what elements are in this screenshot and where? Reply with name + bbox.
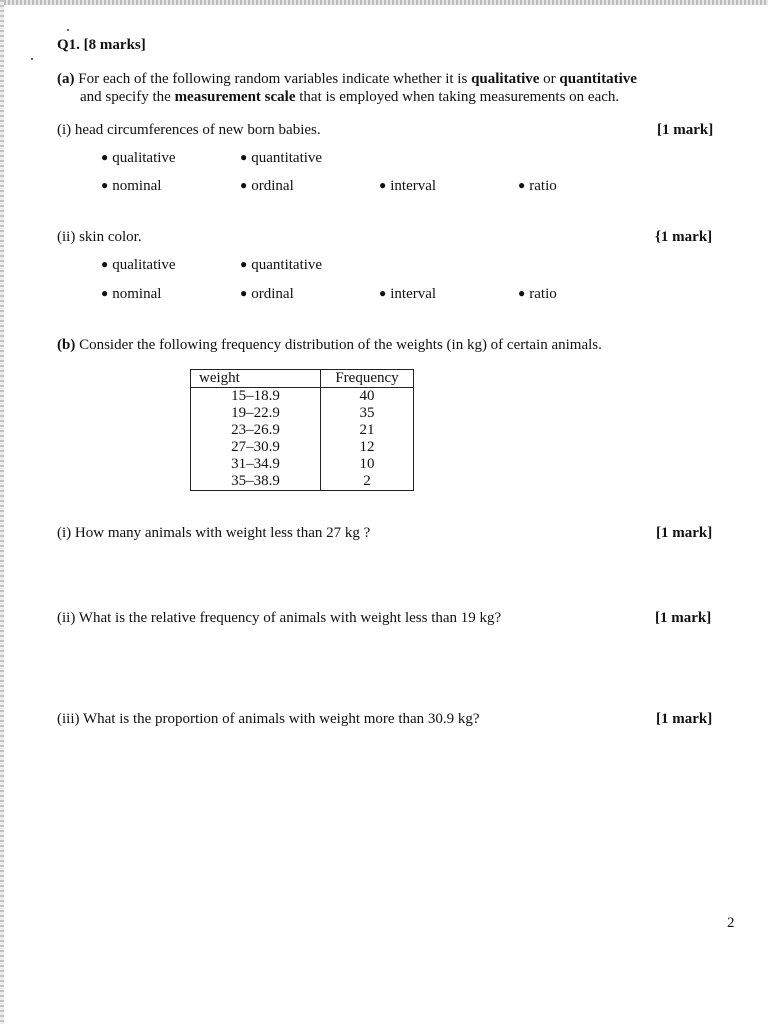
part-a-intro-line2 (80, 89, 619, 106)
table-header-row (191, 370, 414, 388)
table-row (191, 439, 414, 456)
table-cell-weight: 23–26.9 (191, 422, 321, 439)
option-label: interval (390, 286, 437, 302)
table-row (191, 456, 414, 473)
option-label: ordinal (251, 178, 294, 194)
part-b-question-3: (iii) What is the proportion of animals with weight more than 30.9 kg? (57, 711, 480, 727)
table-header-weight: weight (191, 370, 321, 388)
part-b-question-1: (i) How many animals with weight less than 27 kg ? (57, 525, 371, 541)
table-cell-frequency: 35 (321, 405, 414, 422)
part-a-line1-text: For each of the following random variables indicate whether it is (78, 71, 472, 87)
scan-border-left (0, 0, 4, 1024)
part-b-intro (57, 337, 602, 354)
part-a-line1-mid: or (539, 71, 560, 87)
option-qualitative[interactable] (101, 257, 176, 274)
page-number: 2 (727, 915, 735, 931)
part-a-intro-line1 (57, 71, 637, 88)
option-nominal[interactable] (101, 178, 161, 195)
scan-border-top (0, 0, 768, 5)
option-quantitative[interactable] (240, 150, 322, 167)
option-label: qualitative (112, 150, 176, 166)
part-b-question-1-mark: [1 mark] (656, 525, 713, 541)
option-label: ratio (529, 286, 557, 302)
bullet-icon: ● (101, 150, 109, 164)
option-quantitative[interactable] (240, 257, 322, 274)
part-a-line2-post: that is employed when taking measurements on each. (295, 89, 620, 105)
bullet-icon: ● (518, 286, 526, 300)
bullet-icon: ● (518, 178, 526, 192)
option-label: interval (390, 178, 437, 194)
table-row (191, 422, 414, 439)
option-label: ordinal (251, 286, 294, 302)
table-row (191, 473, 414, 491)
table-cell-weight: 31–34.9 (191, 456, 321, 473)
part-b-question-3-mark: [1 mark] (656, 711, 713, 727)
part-b-label: (b) (57, 337, 76, 353)
bullet-icon: ● (379, 286, 387, 300)
table-row (191, 388, 414, 406)
scan-speck (31, 58, 33, 60)
table-row (191, 405, 414, 422)
bullet-icon: ● (240, 257, 248, 271)
bullet-icon: ● (379, 178, 387, 192)
table-cell-frequency: 40 (321, 388, 414, 406)
table-header-frequency: Frequency (321, 370, 414, 388)
option-label: nominal (112, 286, 162, 302)
table-cell-weight: 35–38.9 (191, 473, 321, 491)
term-quantitative: quantitative (559, 71, 637, 87)
table-cell-weight: 15–18.9 (191, 388, 321, 406)
table-cell-frequency: 12 (321, 439, 414, 456)
bullet-icon: ● (240, 178, 248, 192)
option-interval[interactable] (379, 286, 436, 303)
bullet-icon: ● (240, 286, 248, 300)
table-cell-frequency: 2 (321, 473, 414, 491)
option-ratio[interactable] (518, 286, 557, 303)
option-qualitative[interactable] (101, 150, 176, 167)
table-cell-frequency: 21 (321, 422, 414, 439)
option-ordinal[interactable] (240, 178, 294, 195)
part-a-label: (a) (57, 71, 75, 87)
option-interval[interactable] (379, 178, 436, 195)
option-label: quantitative (251, 150, 323, 166)
table-cell-weight: 27–30.9 (191, 439, 321, 456)
part-b-question-2-mark: [1 mark] (655, 610, 712, 626)
option-label: quantitative (251, 257, 323, 273)
part-a-item-2-text: (ii) skin color. (57, 229, 142, 245)
option-ratio[interactable] (518, 178, 557, 195)
part-b-question-2: (ii) What is the relative frequency of animals with weight less than 19 kg? (57, 610, 502, 626)
bullet-icon: ● (101, 178, 109, 192)
option-nominal[interactable] (101, 286, 161, 303)
term-qualitative: qualitative (471, 71, 540, 87)
option-label: nominal (112, 178, 162, 194)
table-cell-weight: 19–22.9 (191, 405, 321, 422)
question-title: Q1. [8 marks] (57, 37, 146, 53)
part-a-item-1-mark: [1 mark] (657, 122, 714, 138)
scan-speck (67, 29, 69, 31)
option-label: qualitative (112, 257, 176, 273)
bullet-icon: ● (240, 150, 248, 164)
option-label: ratio (529, 178, 557, 194)
bullet-icon: ● (101, 257, 109, 271)
bullet-icon: ● (101, 286, 109, 300)
table-cell-frequency: 10 (321, 456, 414, 473)
term-measurement-scale: measurement scale (174, 89, 296, 105)
frequency-table (190, 369, 414, 491)
part-a-item-2-mark: {1 mark] (655, 229, 713, 245)
part-a-line2-pre: and specify the (80, 89, 175, 105)
part-a-item-1-text: (i) head circumferences of new born babies. (57, 122, 321, 138)
option-ordinal[interactable] (240, 286, 294, 303)
part-b-intro-text: Consider the following frequency distribution of the weights (in kg) of certain animals. (79, 337, 602, 353)
